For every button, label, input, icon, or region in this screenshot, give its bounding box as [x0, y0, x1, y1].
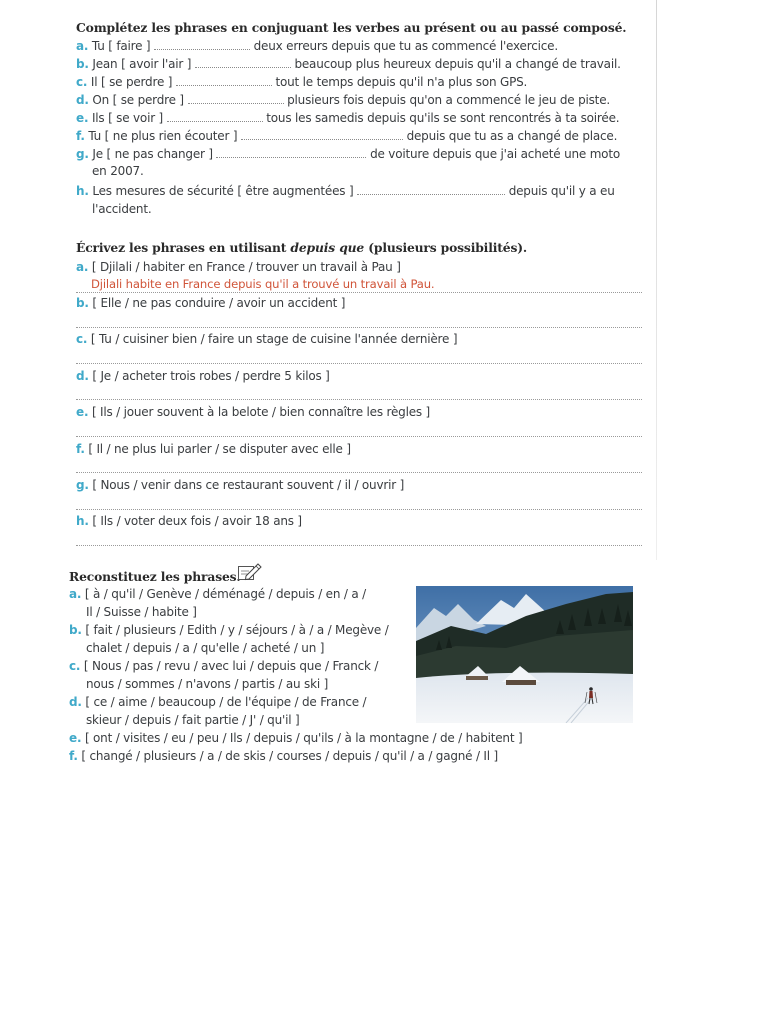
item-letter: b. [69, 623, 82, 637]
item-words: [ à / qu'il / Genève / déménagé / depuis / en / a / [84, 587, 366, 601]
item-prompt: [ Elle / ne pas conduire / avoir un accident ] [92, 296, 346, 310]
item-letter: d. [69, 695, 82, 709]
answer-blank[interactable] [188, 93, 284, 104]
exercise-3-title: Reconstituez les phrases. [69, 569, 241, 584]
item-letter: e. [69, 731, 82, 745]
handwritten-answer: Djilali habite en France depuis qu'il a trouvé un travail à Pau. [91, 277, 435, 291]
answer-line[interactable] [76, 436, 642, 437]
item-rest: de voiture depuis que j'ai acheté une moto [370, 147, 620, 161]
item-letter: c. [76, 332, 88, 346]
answer-blank[interactable] [241, 129, 403, 140]
item-prompt: Tu [ ne plus rien écouter ] [88, 129, 238, 143]
ex2-item-c [76, 331, 457, 347]
item-letter: a. [76, 260, 89, 274]
item-letter: f. [76, 129, 85, 143]
ex2-item-b [76, 295, 345, 311]
item-letter: g. [76, 147, 89, 161]
item-letter: h. [76, 184, 89, 198]
ex2-item-g [76, 477, 404, 493]
title-emphasis: depuis que [290, 240, 365, 255]
ex2-item-e [76, 404, 430, 420]
item-letter: g. [76, 478, 89, 492]
item-prompt: Les mesures de sécurité [ être augmentées ] [92, 184, 354, 198]
item-prompt: Je [ ne pas changer ] [92, 147, 213, 161]
ex3-item-f [69, 748, 498, 764]
ex3-item-b-continued: chalet / depuis / a / qu'elle / acheté / un ] [86, 641, 325, 655]
item-letter: e. [76, 111, 89, 125]
ex2-item-a [76, 259, 401, 275]
item-letter: f. [69, 749, 78, 763]
item-rest: tous les samedis depuis qu'ils se sont rencontrés à ta soirée. [266, 111, 620, 125]
item-letter: e. [76, 405, 89, 419]
answer-line[interactable] [76, 509, 642, 510]
ex2-item-h [76, 513, 302, 529]
ex3-item-a [69, 586, 366, 602]
item-letter: c. [76, 75, 88, 89]
ex3-item-a-continued: Il / Suisse / habite ] [86, 605, 197, 619]
answer-line[interactable] [76, 472, 642, 473]
exercise-2-title [76, 240, 527, 255]
item-letter: d. [76, 369, 89, 383]
item-prompt: Ils [ se voir ] [91, 111, 164, 125]
item-prompt: Il [ se perdre ] [90, 75, 173, 89]
answer-blank[interactable] [357, 184, 505, 195]
item-rest: deux erreurs depuis que tu as commencé l'exercice. [253, 39, 558, 53]
item-prompt: [ Djilali / habiter en France / trouver un travail à Pau ] [91, 260, 401, 274]
ex3-item-c-continued: nous / sommes / n'avons / partis / au ski ] [86, 677, 329, 691]
item-letter: h. [76, 514, 89, 528]
answer-line[interactable] [76, 399, 642, 400]
ex3-item-b [69, 622, 389, 638]
item-prompt: Tu [ faire ] [91, 39, 151, 53]
answer-line[interactable] [76, 363, 642, 364]
item-prompt: Jean [ avoir l'air ] [92, 57, 192, 71]
item-prompt: [ Je / acheter trois robes / perdre 5 kilos ] [92, 369, 330, 383]
ex2-item-f [76, 441, 351, 457]
item-letter: f. [76, 442, 85, 456]
ex1-item-f [76, 128, 617, 144]
ex1-item-b [76, 56, 621, 72]
item-prompt: [ Ils / voter deux fois / avoir 18 ans ] [92, 514, 302, 528]
item-prompt: [ Tu / cuisiner bien / faire un stage de cuisine l'année dernière ] [90, 332, 458, 346]
item-rest: depuis que tu as a changé de place. [406, 129, 618, 143]
answer-blank[interactable] [216, 147, 366, 158]
ex1-item-h-continued: l'accident. [92, 202, 152, 216]
pencil-notebook-icon [237, 562, 263, 582]
ex3-item-d [69, 694, 366, 710]
item-prompt: [ Nous / venir dans ce restaurant souvent / il / ouvrir ] [92, 478, 405, 492]
ex3-item-c [69, 658, 378, 674]
page-edge [656, 0, 657, 560]
item-letter: b. [76, 296, 89, 310]
ex1-item-e [76, 110, 619, 126]
item-words: [ fait / plusieurs / Edith / y / séjours / à / a / Megève / [85, 623, 389, 637]
answer-blank[interactable] [176, 75, 272, 86]
item-letter: d. [76, 93, 89, 107]
ex1-item-g-continued: en 2007. [92, 164, 144, 178]
item-rest: depuis qu'il y a eu [508, 184, 615, 198]
ex2-item-d [76, 368, 330, 384]
ex3-item-d-continued: skieur / depuis / fait partie / J' / qu'il ] [86, 713, 300, 727]
ex1-item-c [76, 74, 527, 90]
exercise-1-title: Complétez les phrases en conjuguant les verbes au présent ou au passé composé. [76, 20, 627, 35]
answer-blank[interactable] [167, 111, 263, 122]
item-words: [ changé / plusieurs / a / de skis / courses / depuis / qu'il / a / gagné / Il ] [81, 749, 498, 763]
item-letter: c. [69, 659, 81, 673]
item-rest: tout le temps depuis qu'il n'a plus son GPS. [275, 75, 528, 89]
item-words: [ Nous / pas / revu / avec lui / depuis que / Franck / [83, 659, 379, 673]
item-letter: a. [76, 39, 89, 53]
ex1-item-g [76, 146, 620, 162]
answer-line[interactable] [76, 327, 642, 328]
answer-line[interactable] [76, 545, 642, 546]
ex1-item-a [76, 38, 558, 54]
title-part: Écrivez les phrases en utilisant [76, 240, 291, 255]
answer-line[interactable] [76, 292, 642, 293]
answer-blank[interactable] [154, 39, 250, 50]
snowy-mountain-cabin-skier-photo [416, 586, 633, 723]
item-prompt: [ Il / ne plus lui parler / se disputer avec elle ] [88, 442, 351, 456]
ex3-item-e [69, 730, 522, 746]
item-words: [ ont / visites / eu / peu / Ils / depuis / qu'ils / à la montagne / de / habitent ] [84, 731, 523, 745]
answer-blank[interactable] [195, 57, 291, 68]
item-rest: plusieurs fois depuis qu'on a commencé le jeu de piste. [287, 93, 610, 107]
item-prompt: [ Ils / jouer souvent à la belote / bien connaître les règles ] [91, 405, 431, 419]
ex1-item-d [76, 92, 610, 108]
item-words: [ ce / aime / beaucoup / de l'équipe / de France / [85, 695, 367, 709]
item-letter: a. [69, 587, 82, 601]
ex1-item-h [76, 183, 615, 199]
item-letter: b. [76, 57, 89, 71]
item-rest: beaucoup plus heureux depuis qu'il a changé de travail. [294, 57, 621, 71]
item-prompt: On [ se perdre ] [92, 93, 184, 107]
title-part: (plusieurs possibilités). [364, 240, 528, 255]
